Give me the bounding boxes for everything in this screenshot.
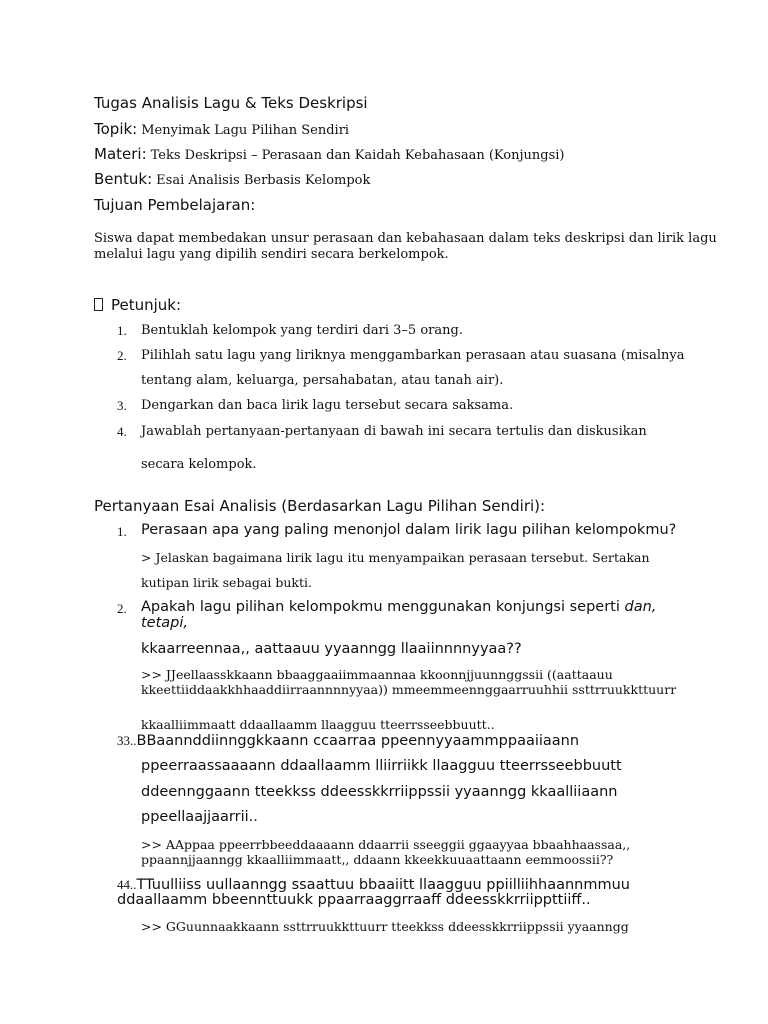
question-text-part: Apakah lagu pilihan kelompokmu menggunakan konjungsi seperti <box>141 599 625 615</box>
materi-label: Materi: <box>94 145 147 163</box>
petunjuk-item-text: tentang alam, keluarga, persahabatan, atau tanah air). <box>141 373 504 388</box>
question-note: > Jelaskan bagaimana lirik lagu itu menyampaikan perasaan tersebut. Sertakan <box>141 550 650 565</box>
materi-line <box>94 145 564 164</box>
question-text <box>141 599 656 615</box>
pertanyaan-heading: Pertanyaan Esai Analisis (Berdasarkan Lagu Pilihan Sendiri): <box>94 497 546 515</box>
question-number: 44.. <box>117 877 137 892</box>
question-note: >> GGuunnaakkaann ssttrruukkttuurr tteekkss ddeesskkrriippssii yyaanngg <box>141 919 629 934</box>
petunjuk-heading-row <box>94 296 181 315</box>
bentuk-value: Esai Analisis Berbasis Kelompok <box>156 173 371 188</box>
question-text: ppeellaajjaarrii.. <box>141 809 258 825</box>
question-text-part: TTuulliiss uullaanngg ssaattuu bbaaiitt llaagguu ppiilliihhaannmmuu <box>136 877 630 893</box>
question-text <box>117 733 579 749</box>
bentuk-line <box>94 170 370 189</box>
petunjuk-number: 1. <box>117 323 127 338</box>
question-number: 1. <box>117 524 127 539</box>
conjunction-example: tetapi, <box>141 615 189 631</box>
petunjuk-number: 2. <box>117 348 127 363</box>
question-number: 2. <box>117 601 127 616</box>
document-title: Tugas Analisis Lagu & Teks Deskripsi <box>94 94 368 112</box>
petunjuk-number: 4. <box>117 424 127 439</box>
question-note: kkaalliimmaatt ddaallaamm llaagguu tteerrsseebbuutt.. <box>141 717 495 732</box>
petunjuk-item-text: Pilihlah satu lagu yang liriknya menggambarkan perasaan atau suasana (misalnya <box>141 348 685 363</box>
question-note: >> JJeellaasskkaann bbaaggaaiimmaannaa kkoonnjjuunnggssii ((aattaauu <box>141 667 613 682</box>
tujuan-line-2: melalui lagu yang dipilih sendiri secara berkelompok. <box>94 247 449 262</box>
conjunction-example: dan, <box>624 599 657 615</box>
question-text: ddeennggaann tteekkss ddeesskkrriippssii yyaanngg kkaalliiaann <box>141 784 618 800</box>
petunjuk-item-text: Jawablah pertanyaan-pertanyaan di bawah ini secara tertulis dan diskusikan <box>141 424 647 439</box>
petunjuk-item-text: secara kelompok. <box>141 457 257 472</box>
question-text-part: BBaannddiinnggkkaann ccaarraa ppeennyyaammppaaiiaann <box>136 733 580 749</box>
question-text <box>117 877 630 893</box>
question-note: >> AAppaa ppeerrbbeeddaaaann ddaarrii sseeggii ggaayyaa bbaahhaassaa,, <box>141 837 631 852</box>
question-note: ppaannjjaanngg kkaalliimmaatt,, ddaann kkeekkuuaattaann eemmoossii?? <box>141 852 614 867</box>
question-note: kutipan lirik sebagai bukti. <box>141 575 312 590</box>
topik-line <box>94 120 349 139</box>
question-text: Perasaan apa yang paling menonjol dalam lirik lagu pilihan kelompokmu? <box>141 522 677 538</box>
petunjuk-number: 3. <box>117 398 127 413</box>
question-text: ppeerraassaaaann ddaallaamm lliirriikk llaagguu tteerrsseebbuutt <box>141 758 622 774</box>
question-number: 33.. <box>117 733 137 748</box>
topik-value: Menyimak Lagu Pilihan Sendiri <box>141 123 350 138</box>
bentuk-label: Bentuk: <box>94 170 153 188</box>
question-note: kkeettiiddaakkhhaaddiirraannnnyyaa)) mmeemmeennggaarruuhhii ssttrruukkttuurr <box>141 682 677 697</box>
petunjuk-item-text: Dengarkan dan baca lirik lagu tersebut secara saksama. <box>141 398 514 413</box>
materi-value: Teks Deskripsi – Perasaan dan Kaidah Kebahasaan (Konjungsi) <box>150 148 565 163</box>
topik-label: Topik: <box>94 120 138 138</box>
bullet-box-icon <box>94 298 103 311</box>
tujuan-line-1: Siswa dapat membedakan unsur perasaan dan kebahasaan dalam teks deskripsi dan lirik lagu <box>94 231 717 246</box>
petunjuk-item-text: Bentuklah kelompok yang terdiri dari 3–5 orang. <box>141 323 463 338</box>
question-text: kkaarreennaa,, aattaauu yyaanngg llaaiinnnnyyaa?? <box>141 641 522 657</box>
petunjuk-heading: Petunjuk: <box>111 296 182 314</box>
tujuan-heading: Tujuan Pembelajaran: <box>94 196 256 214</box>
question-text: ddaallaamm bbeennttuukk ppaarraaggrraaff ddeesskkrriippttiiff.. <box>117 892 591 908</box>
